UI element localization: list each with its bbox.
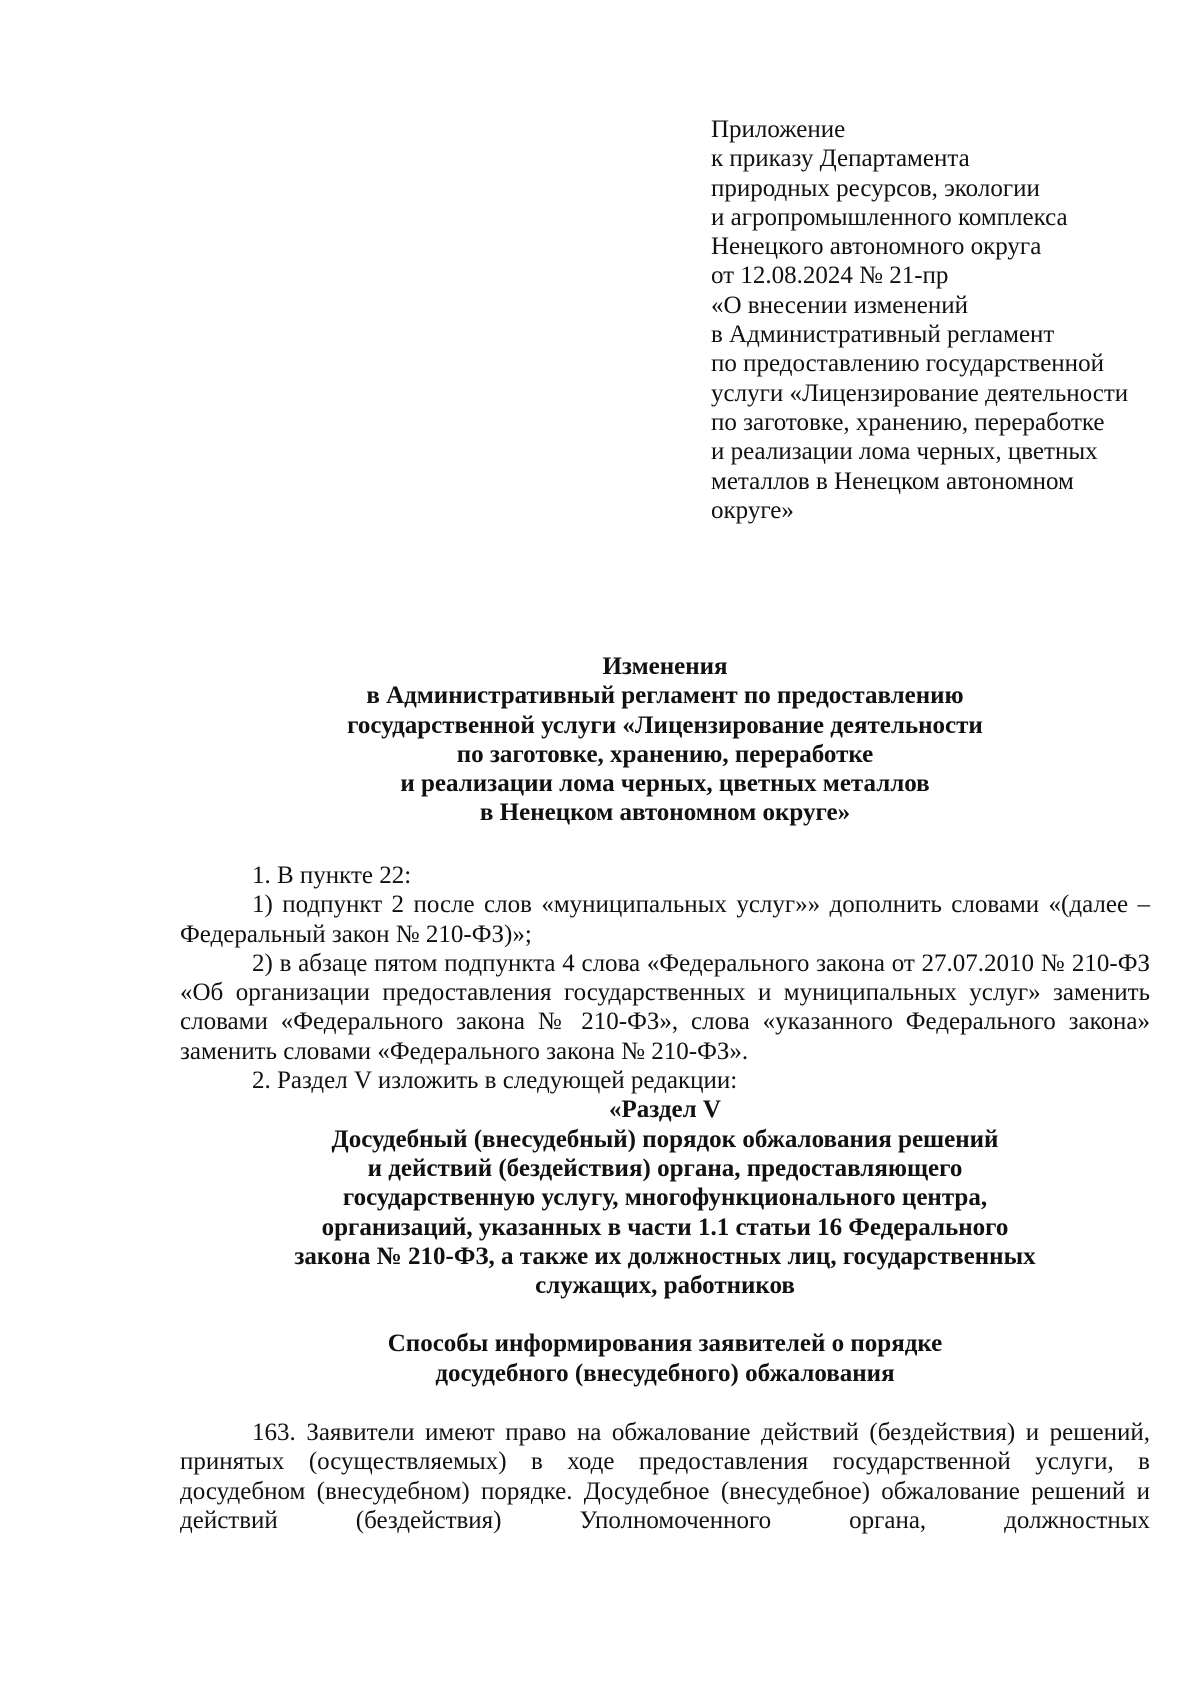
paragraph-163: 163. Заявители имеют право на обжалование действий (бездействия) и решений, принятых (осуществляемых) в ходе предоставления государственной услуги, в досудебном (внесудебном) порядке. Досудебное (внесудебное) обжалование решений и действий (бездействия) Уполномоченного органа, должностных [180,1419,1150,1534]
title-line: по заготовке, хранению, переработке [456,740,874,768]
paragraph-1-subitem-1: 1) подпункт 2 после слов «муниципальных услуг»» дополнить словами «(далее – Федеральный закон № 210-ФЗ)»; [180,891,1150,948]
subsection-heading [180,1329,1150,1388]
title-line: и реализации лома черных, цветных металлов [400,770,930,798]
appendix-line: по предоставлению государственной [711,350,1104,378]
appendix-line: Приложение [711,116,846,143]
section-heading-line: «Раздел V [609,1096,721,1124]
section-heading [180,1095,1150,1300]
appendix-line: природных ресурсов, экологии [711,174,1040,202]
subsection-heading-line: досудебного (внесудебного) обжалования [435,1359,895,1387]
title-line: в Ненецком автономном округе» [479,799,851,827]
section-heading-line: государственную услугу, многофункционального центра, [342,1184,988,1212]
appendix-line: и реализации лома черных, цветных [711,438,1098,466]
title-line: в Административный регламент по предоставлению [366,682,964,710]
document-title [180,652,1150,828]
appendix-line: услуги «Лицензирование деятельности [711,379,1129,407]
appendix-line: по заготовке, хранению, переработке [711,408,1105,436]
appendix-block [711,115,1151,525]
paragraph-1-subitem-2: 2) в абзаце пятом подпункта 4 слова «Федерального закона от 27.07.2010 № 210-ФЗ «Об организации предоставления государственных и муниципальных услуг» заменить словами «Федерального закона № 210-ФЗ», слова «указанного Федерального закона» заменить словами «Федерального закона № 210-ФЗ». [180,949,1150,1065]
appendix-line: Ненецкого автономного округа [711,233,1042,261]
section-heading-line: организаций, указанных в части 1.1 статьи 16 Федерального [321,1213,1009,1241]
appendix-line: к приказу Департамента [711,145,970,173]
title-line: Изменения [602,653,728,680]
paragraph-2: 2. Раздел V изложить в следующей редакции: [252,1067,738,1095]
appendix-line: «О внесении изменений [711,291,969,319]
section-heading-line: и действий (бездействия) органа, предоставляющего [367,1154,963,1182]
appendix-line: от 12.08.2024 № 21-пр [711,262,949,290]
title-line: государственной услуги «Лицензирование деятельности [347,711,983,739]
paragraph-1: 1. В пункте 22: [252,862,412,889]
appendix-line: в Административный регламент [711,321,1055,349]
appendix-line: и агропромышленного комплекса [711,203,1068,231]
appendix-line: округе» [711,496,794,524]
appendix-line: металлов в Ненецком автономном [711,467,1074,495]
section-heading-line: Досудебный (внесудебный) порядок обжалования решений [331,1125,999,1153]
document-body [180,861,1150,1535]
section-heading-line: закона № 210-ФЗ, а также их должностных лиц, государственных [294,1242,1036,1270]
subsection-heading-line: Способы информирования заявителей о порядке [387,1330,943,1358]
section-heading-line: служащих, работников [535,1272,795,1300]
